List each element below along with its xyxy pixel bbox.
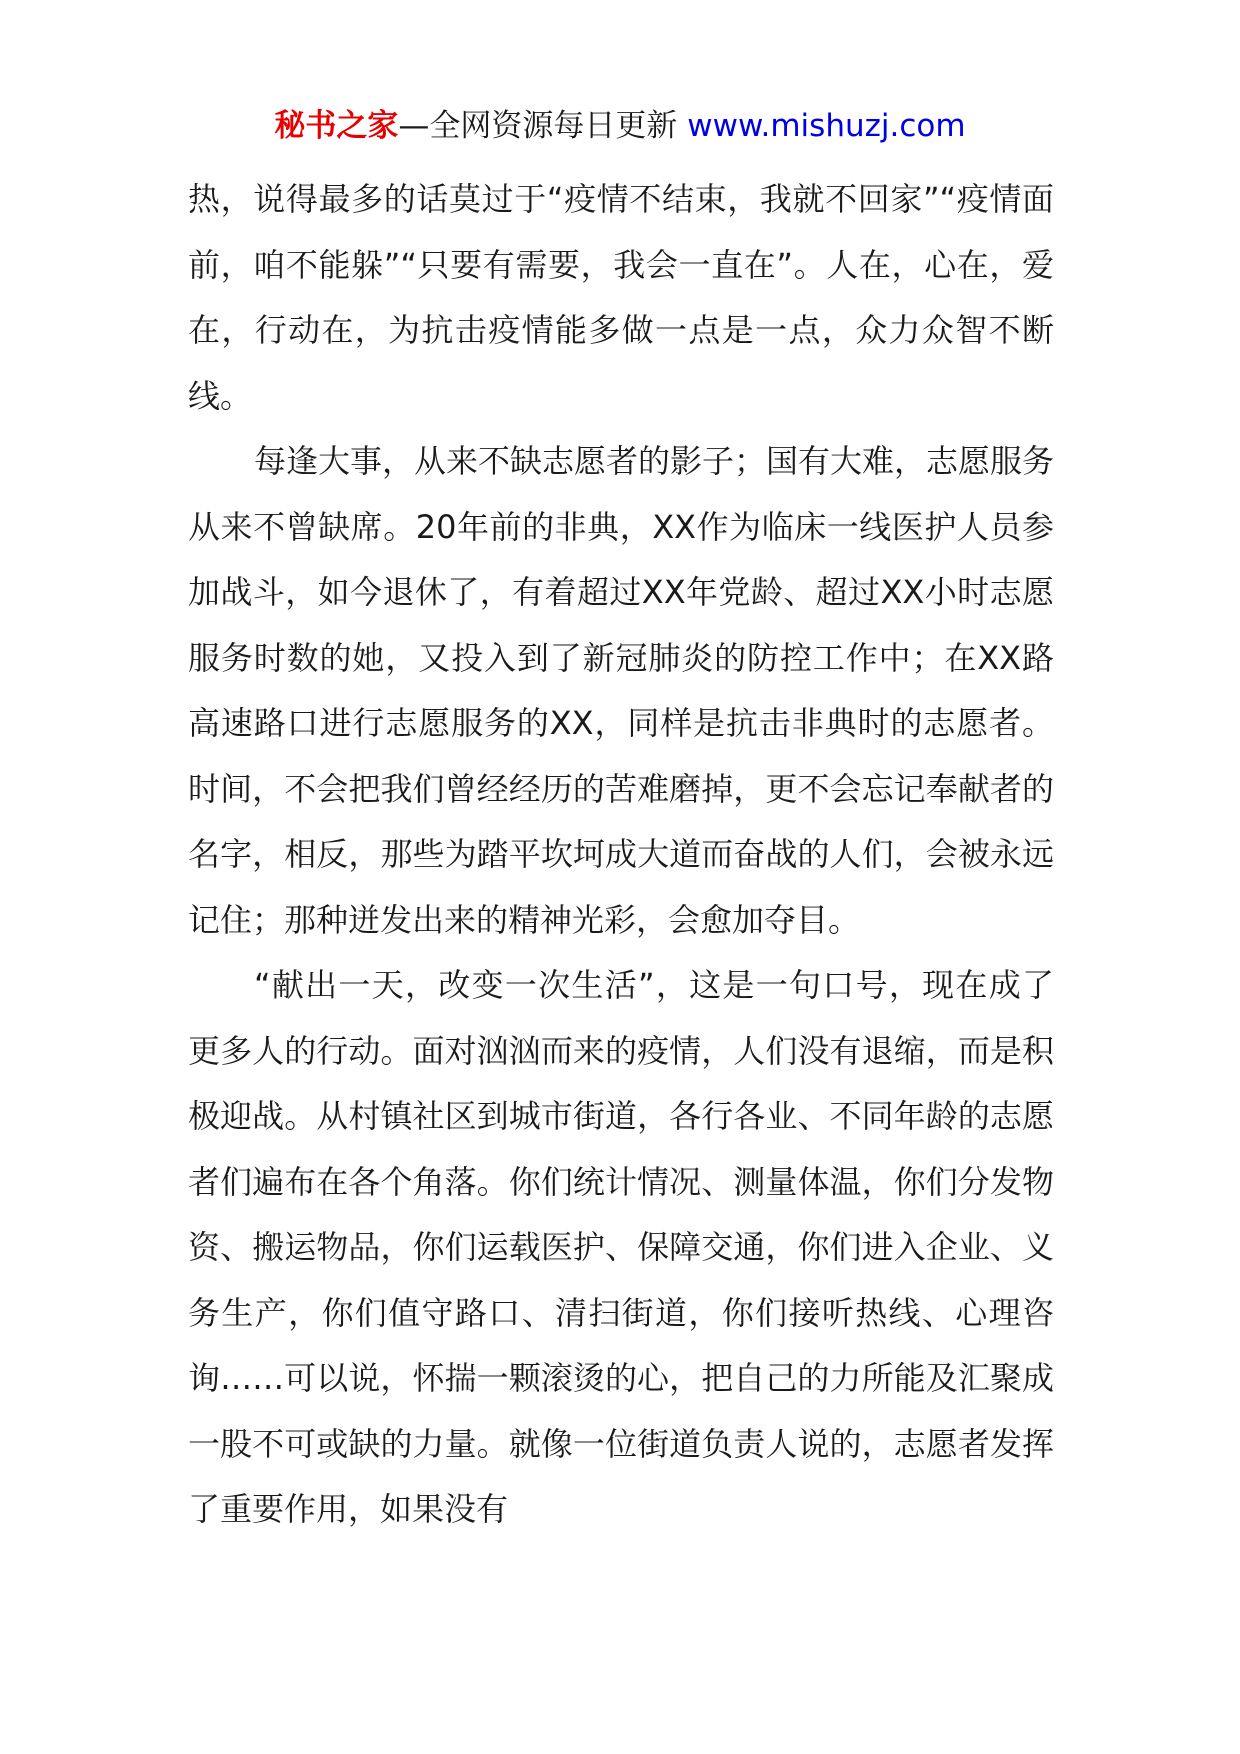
paragraph: “献出一天，改变一次生活”，这是一句口号，现在成了更多人的行动。面对汹汹而来的疫情，人们没有退缩，而是积极迎战。从村镇社区到城市街道，各行各业、不同年龄的志愿者们遍布在各个角落。你们统计情况、测量体温，你们分发物资、搬运物品，你们运载医护、保障交通，你们进入企业、义务生产，你们值守路口、清扫街道，你们接听热线、心理咨询……可以说，怀揣一颗滚烫的心，把自己的力所能及汇聚成一股不可或缺的力量。就像一位街道负责人说的，志愿者发挥了重要作用，如果没有 xyxy=(188,966,1054,1528)
article-body xyxy=(188,167,1054,1543)
brand-name: 秘书之家 xyxy=(274,108,399,144)
page-header xyxy=(0,104,1240,148)
paragraph: 每逢大事，从来不缺志愿者的影子；国有大难，志愿服务从来不曾缺席。20年前的非典，XX作为临床一线医护人员参加战斗，如今退休了，有着超过XX年党龄、超过XX小时志愿服务时数的她，又投入到了新冠肺炎的防控工作中；在XX路高速路口进行志愿服务的XX，同样是抗击非典时的志愿者。时间，不会把我们曾经经历的苦难磨掉，更不会忘记奉献者的名字，相反，那些为踏平坎坷成大道而奋战的人们，会被永远记住；那种迸发出来的精神光彩，会愈加夺目。 xyxy=(188,442,1055,939)
website-link[interactable]: www.mishuzj.com xyxy=(687,108,966,144)
header-tagline: —全网资源每日更新 xyxy=(398,108,688,144)
paragraph-continued: 热，说得最多的话莫过于“疫情不结束，我就不回家”“疫情面前，咱不能躲”“只要有需要，我会一直在”。人在，心在，爱在，行动在，为抗击疫情能多做一点是一点，众力众智不断线。 xyxy=(188,180,1054,415)
